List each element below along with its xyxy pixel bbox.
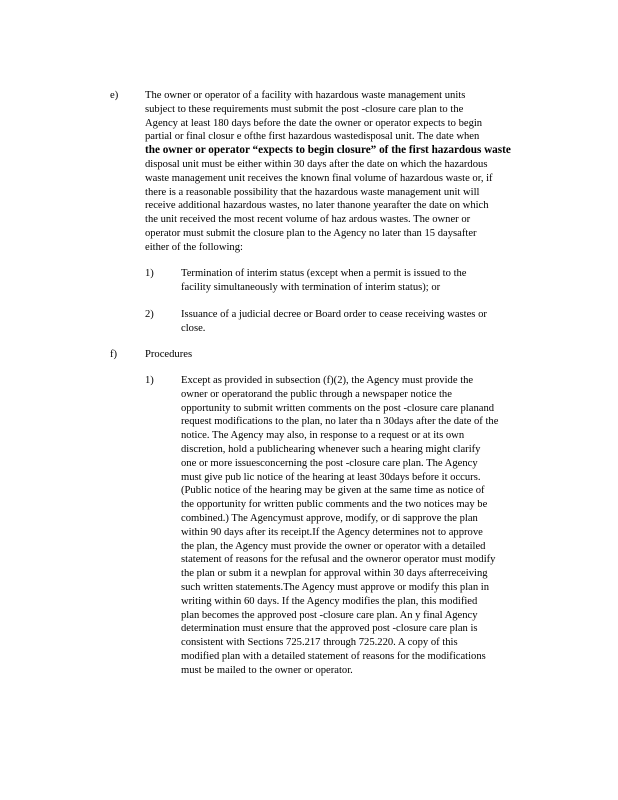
section-f-item-1-line: opportunity to submit written comments on the post -closure care planand — [181, 402, 495, 414]
section-e-line: receive additional hazardous wastes, no later thanone yearafter the date on which — [145, 200, 489, 212]
section-e-item-1-line: facility simultaneously with termination of interim status); or — [181, 281, 441, 293]
section-f-item-1-line: one or more issuesconcerning the post -closure care plan. The Agency — [181, 457, 478, 469]
section-e-line: partial or final closur e ofthe first hazardous wastedisposal unit. The date when — [145, 131, 480, 143]
section-f-item-1-line: determination must ensure that the approved post -closure care plan is — [181, 623, 478, 635]
section-f-item-1-line: writing within 60 days. If the Agency modifies the plan, this modified — [181, 595, 478, 607]
section-e-line: Agency at least 180 days before the date the owner or operator expects to begin — [145, 117, 483, 129]
section-e-line: there is a reasonable possibility that the hazardous waste management unit will — [145, 186, 480, 198]
section-e-paragraph — [145, 89, 540, 255]
section-f-item-1-line: consistent with Sections 725.217 through 725.220. A copy of this — [181, 637, 458, 649]
section-f-item-1-line: modified plan with a detailed statement of reasons for the modifications — [181, 650, 486, 662]
section-e-line: The owner or operator of a facility with hazardous waste management units — [145, 90, 466, 101]
section-e-item-2-line: Issuance of a judicial decree or Board order to cease receiving wastes or — [181, 309, 487, 320]
section-f-label: f) — [110, 349, 118, 360]
section-e-line: operator must submit the closure plan to the Agency no later than 15 daysafter — [145, 227, 477, 239]
section-e-item-2-line: close. — [181, 322, 206, 334]
section-f-item-1-line: plan becomes the approved post -closure care plan. An y final Agency — [181, 609, 478, 621]
section-f-item-1-line: owner or operatorand the public through a newspaper notice the — [181, 388, 452, 400]
section-f-item-1-line: the opportunity for written public comments and the two notices may be — [181, 499, 488, 511]
section-e-item-2 — [181, 308, 541, 336]
section-f-item-1-line: notice. The Agency may also, in response to a request or at its own — [181, 430, 465, 442]
section-e-line: disposal unit must be either within 30 days after the date on which the hazardous — [145, 158, 488, 170]
section-f-item-1-line: such written statements.The Agency must approve or modify this plan in — [181, 581, 490, 593]
section-e-item-1-number: 1) — [145, 268, 154, 279]
section-f-item-1-line: within 90 days after its receipt.If the Agency determines not to approve — [181, 526, 483, 538]
section-e-line: waste management unit receives the known final volume of hazardous waste or, if — [145, 172, 493, 184]
section-f-item-1-line: discretion, hold a publichearing whenever such a hearing might clarify — [181, 443, 481, 455]
section-f-item-1-line: (Public notice of the hearing may be given at the same time as notice of — [181, 485, 485, 497]
section-e-item-1-line: Termination of interim status (except when a permit is issued to the — [181, 268, 467, 279]
section-e-line: either of the following: — [145, 241, 243, 253]
section-f-item-1-number: 1) — [145, 375, 154, 386]
section-e-line: the unit received the most recent volume of haz ardous wastes. The owner or — [145, 214, 471, 226]
section-f-item-1-line: request modifications to the plan, no later tha n 30days after the date of the — [181, 416, 499, 428]
section-f-item-1-line: must give pub lic notice of the hearing at least 30days before it occurs. — [181, 471, 481, 483]
section-e-label: e) — [110, 90, 119, 101]
section-f-item-1-line: the plan, the Agency must provide the owner or operator with a detailed — [181, 540, 486, 552]
section-f-item-1-line: must be mailed to the owner or operator. — [181, 664, 353, 676]
section-e-item-2-number: 2) — [145, 309, 154, 320]
section-f-item-1-line: statement of reasons for the refusal and the owneror operator must modify — [181, 554, 496, 566]
section-f-item-1-line: combined.) The Agencymust approve, modify, or di sapprove the plan — [181, 512, 478, 524]
section-f-item-1 — [181, 374, 541, 678]
section-e-item-1 — [181, 267, 541, 295]
section-e-bold-line: the owner or operator “expects to begin closure” of the first hazardous waste — [145, 144, 511, 157]
section-f-item-1-line: Except as provided in subsection (f)(2), the Agency must provide the — [181, 375, 474, 386]
section-e-line: subject to these requirements must submit the post -closure care plan to the — [145, 103, 464, 115]
section-f-heading: Procedures — [145, 349, 193, 360]
section-f-item-1-line: the plan or subm it a newplan for approval within 30 days afterreceiving — [181, 568, 488, 580]
